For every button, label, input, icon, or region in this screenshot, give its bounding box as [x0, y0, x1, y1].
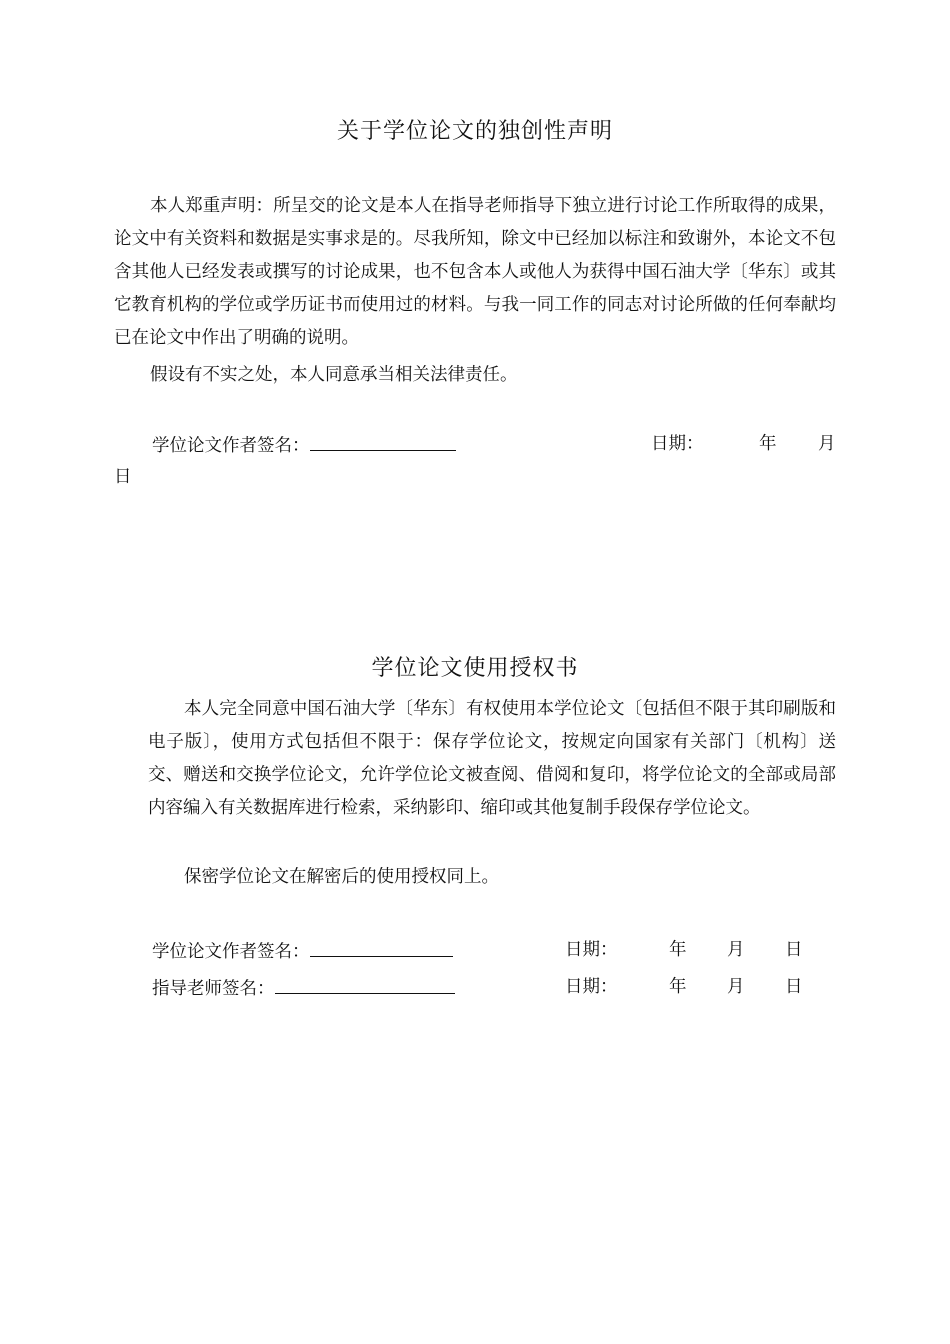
authorization-paragraph-1: 本人完全同意中国石油大学〔华东〕有权使用本学位论文〔包括但不限于其印刷版和电子版〕，使用方式包括但不限于：保存学位论文，按规定向国家有关部门〔机构〕送交、赠送和交换学位论文，允许学位论文被查阅、借阅和复印，将学位论文的全部或局部内容编入有关数据库进行检索，采纳影印、缩印或其他复制手段保存学位论文。 [148, 699, 836, 818]
author-signature-line[interactable] [310, 938, 453, 957]
declaration-paragraph-2: 假设有不实之处，本人同意承当相关法律责任。 [150, 365, 518, 385]
author-day-label: 日 [785, 940, 803, 960]
author-date-label: 日期： [565, 940, 618, 960]
declaration-signature-row [152, 432, 456, 458]
declaration-title: 关于学位论文的独创性声明 [336, 119, 613, 144]
advisor-signature-label: 指导老师签名： [152, 979, 275, 999]
advisor-signature-line[interactable] [275, 975, 455, 994]
advisor-month-label: 月 [727, 977, 745, 997]
declaration-signature-label: 学位论文作者签名： [152, 436, 310, 456]
declaration-year-label: 年 [759, 434, 777, 454]
author-signature-label: 学位论文作者签名： [152, 942, 310, 962]
declaration-day-label: 日 [114, 467, 132, 487]
author-year-label: 年 [669, 940, 687, 960]
advisor-year-label: 年 [669, 977, 687, 997]
author-signature-row [152, 938, 453, 964]
declaration-signature-line[interactable] [310, 432, 456, 451]
authorization-title: 学位论文使用授权书 [371, 656, 579, 681]
author-month-label: 月 [727, 940, 745, 960]
advisor-date-label: 日期： [565, 977, 618, 997]
authorization-paragraph-2: 保密学位论文在解密后的使用授权同上。 [184, 867, 499, 887]
advisor-day-label: 日 [785, 977, 803, 997]
declaration-paragraph-1: 本人郑重声明：所呈交的论文是本人在指导老师指导下独立进行讨论工作所取得的成果，论文中有关资料和数据是实事求是的。尽我所知，除文中已经加以标注和致谢外，本论文不包含其他人已经发表或撰写的讨论成果，也不包含本人或他人为获得中国石油大学〔华东〕或其它教育机构的学位或学历证书而使用过的材料。与我一同工作的同志对讨论所做的任何奉献均已在论文中作出了明确的说明。 [114, 196, 836, 348]
declaration-date-label: 日期： [651, 434, 704, 454]
declaration-month-label: 月 [818, 434, 836, 454]
advisor-signature-row [152, 975, 455, 1001]
